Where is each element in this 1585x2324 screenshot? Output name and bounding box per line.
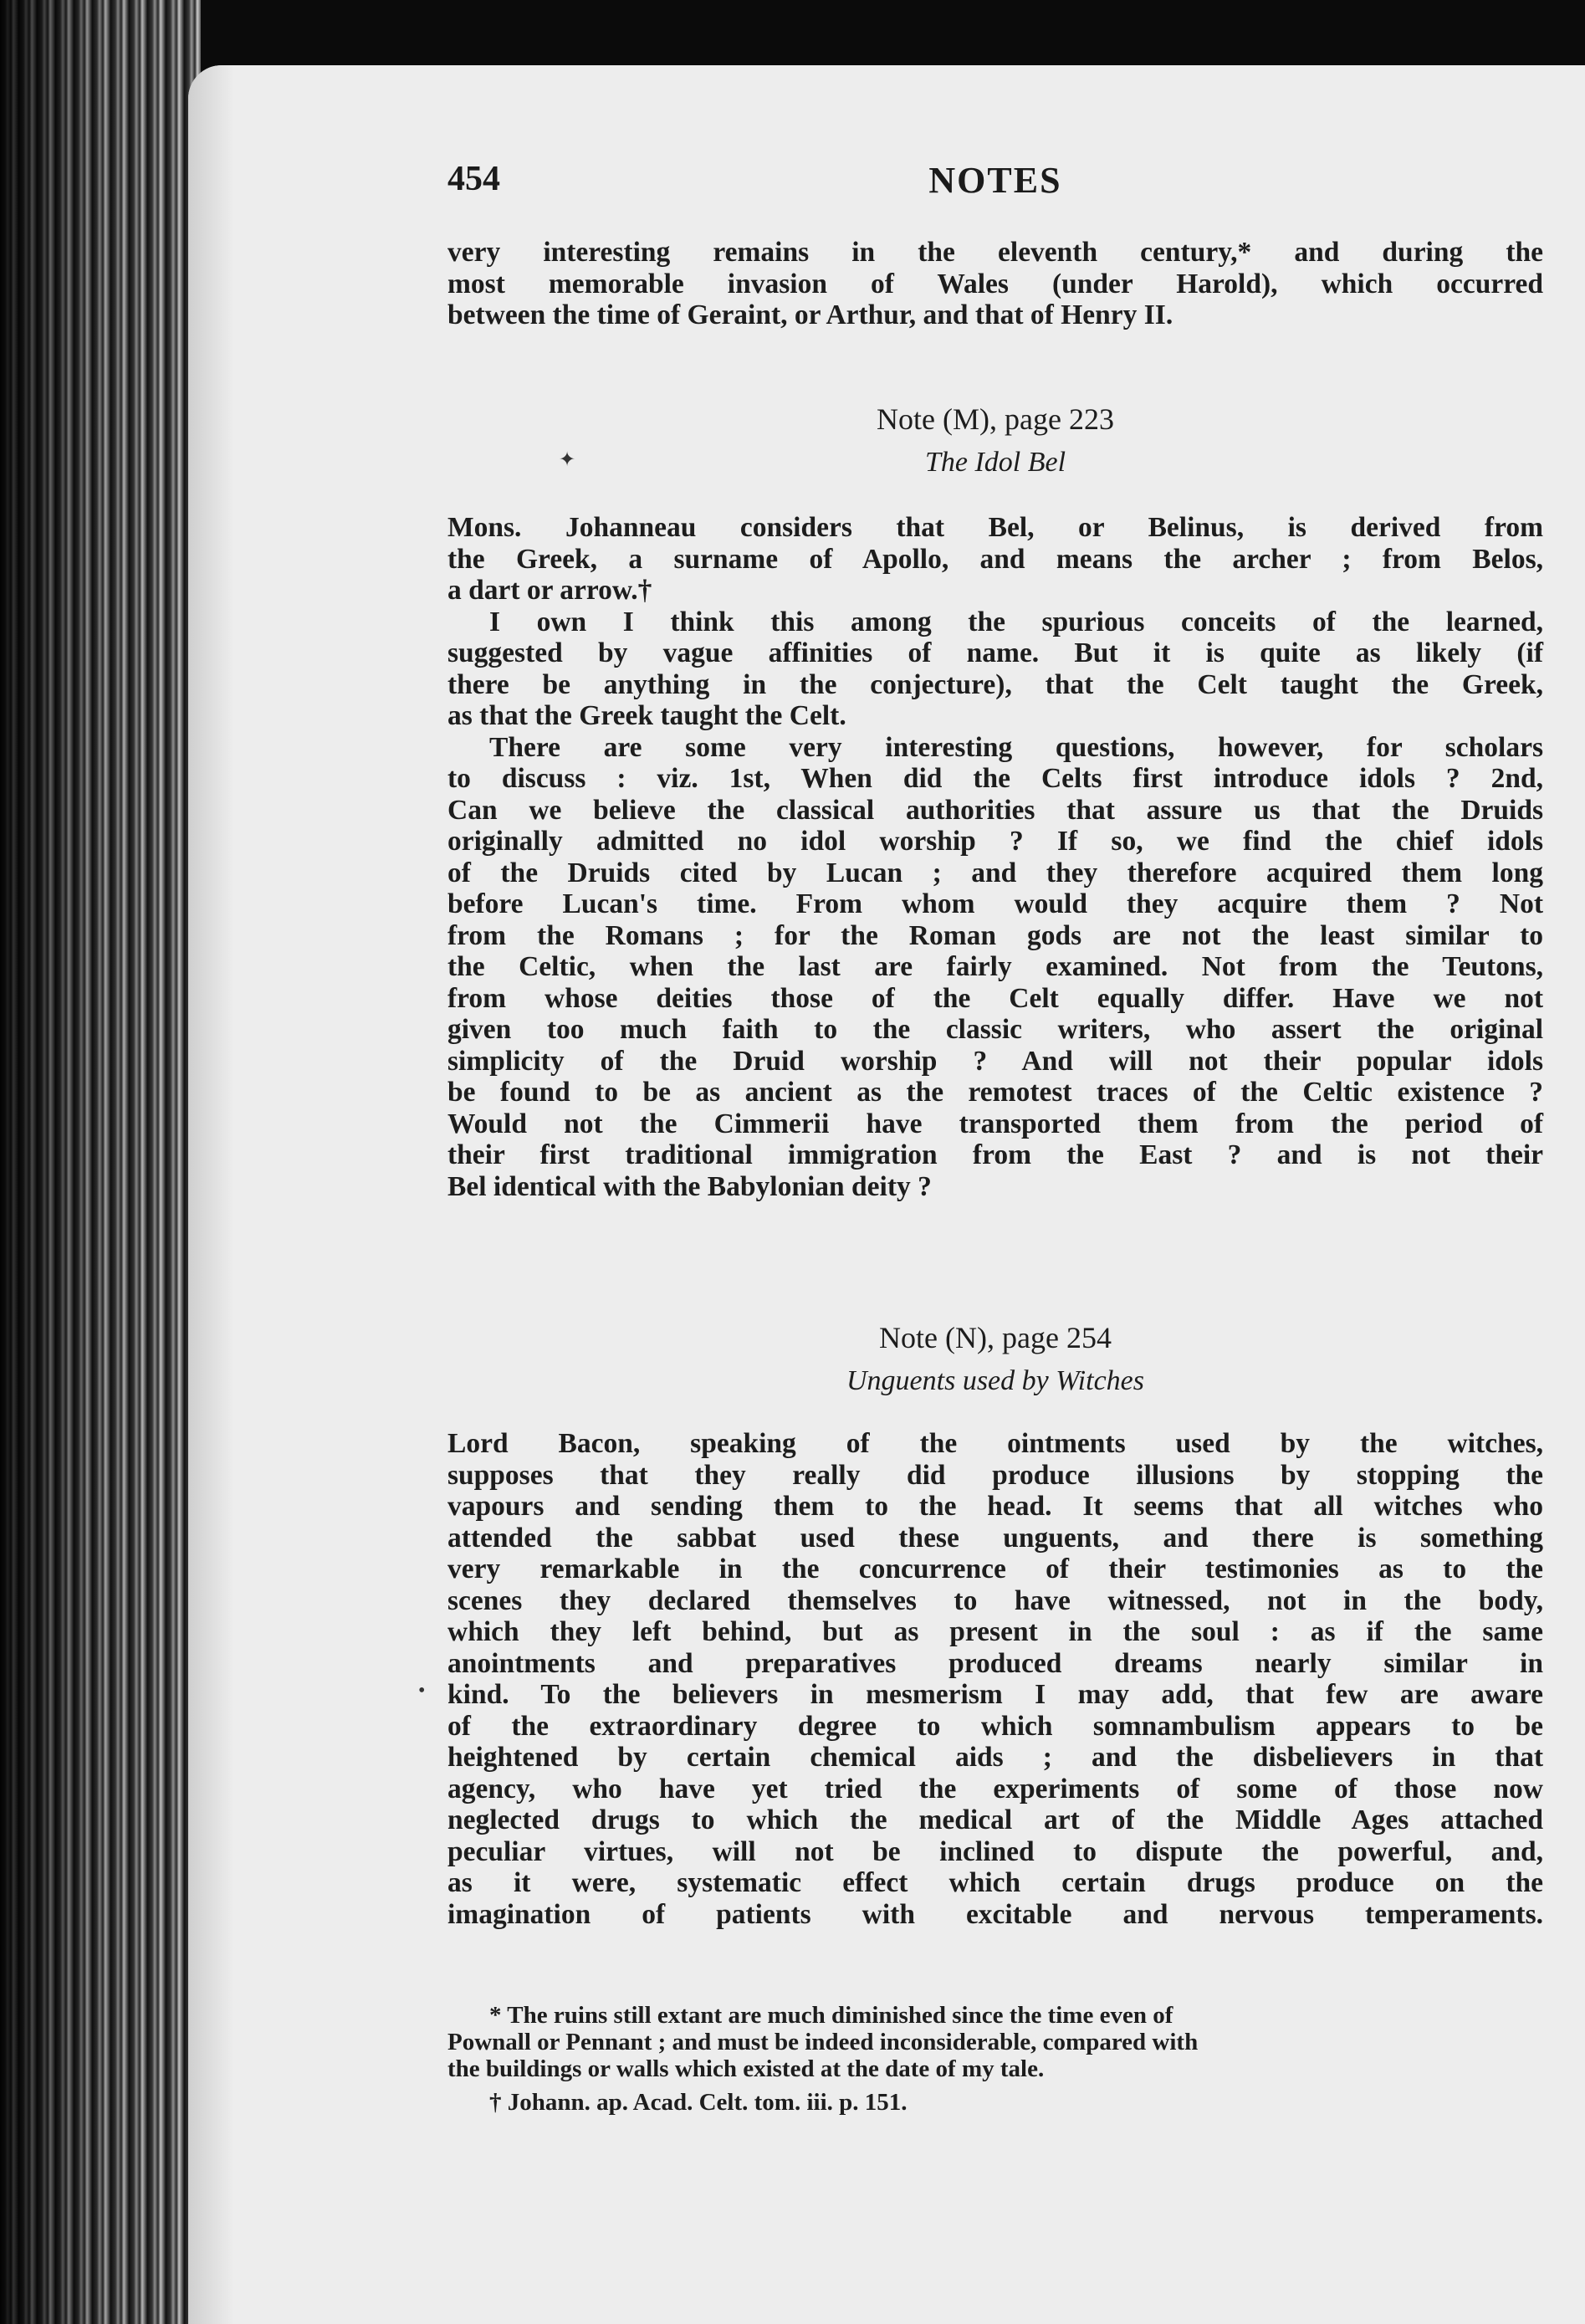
stray-mark: ✦: [559, 449, 576, 471]
text-line: Mons. Johanneau considers that Bel, or Belinus, is derived from: [447, 512, 1543, 543]
intro-paragraph: [447, 237, 1543, 331]
text-line: of the extraordinary degree to which somnambulism appears to be: [447, 1710, 1543, 1742]
text-line: which they left behind, but as present in the soul : as if the same: [447, 1616, 1543, 1647]
text-line: peculiar virtues, will not be inclined to dispute the powerful, and,: [447, 1835, 1543, 1867]
text-line: Bel identical with the Babylonian deity ?: [447, 1170, 932, 1202]
text-line: the Greek, a surname of Apollo, and means the archer ; from Belos,: [447, 543, 1543, 575]
text-line: very interesting remains in the eleventh century,* and during the: [447, 237, 1543, 268]
footnote-line: * The ruins still extant are much diminished since the time even of: [489, 2002, 1173, 2029]
text-line: neglected drugs to which the medical art of the Middle Ages attached: [447, 1804, 1543, 1835]
footnote-line: † Johann. ap. Acad. Celt. tom. iii. p. 151.: [489, 2089, 908, 2116]
note-m-subtitle: The Idol Bel: [924, 447, 1066, 478]
footnotes: [447, 2002, 1543, 2116]
text-line: imagination of patients with excitable and nervous temperaments.: [447, 1898, 1543, 1930]
text-line: anointments and preparatives produced dreams nearly similar in: [447, 1647, 1543, 1679]
text-line: from whose deities those of the Celt equally differ. Have we not: [447, 982, 1543, 1014]
text-line: of the Druids cited by Lucan ; and they therefore acquired them long: [447, 857, 1543, 888]
footnote-line: the buildings or walls which existed at the date of my tale.: [447, 2055, 1045, 2082]
book-spine: [0, 0, 201, 2324]
text-line: heightened by certain chemical aids ; and the disbelievers in that: [447, 1742, 1543, 1773]
stray-mark: •: [418, 1680, 426, 1702]
text-line: agency, who have yet tried the experiments of some of those now: [447, 1773, 1543, 1804]
text-line: before Lucan's time. From whom would they acquire them ? Not: [447, 888, 1543, 919]
note-m-heading: Note (M), page 223: [877, 402, 1114, 436]
text-line: as that the Greek taught the Celt.: [447, 700, 846, 731]
text-line: be found to be as ancient as the remotest traces of the Celtic existence ?: [447, 1077, 1543, 1108]
text-line: Lord Bacon, speaking of the ointments used by the witches,: [447, 1428, 1543, 1459]
note-m-heading-block: [447, 402, 1543, 479]
text-line: a dart or arrow.†: [447, 575, 652, 606]
page-number: 454: [447, 160, 500, 198]
text-line: most memorable invasion of Wales (under Harold), which occurred: [447, 268, 1543, 299]
text-line: from the Romans ; for the Roman gods are not the least similar to: [447, 919, 1543, 951]
text-line: Would not the Cimmerii have transported them from the period of: [447, 1108, 1543, 1139]
text-line: kind. To the believers in mesmerism I may add, that few are aware: [447, 1679, 1543, 1710]
text-line: vapours and sending them to the head. It seems that all witches who: [447, 1491, 1543, 1522]
text-line: as it were, systematic effect which certain drugs produce on the: [447, 1867, 1543, 1898]
page-header: [447, 159, 1543, 218]
note-n-heading-block: [447, 1320, 1543, 1397]
text-line: to discuss : viz. 1st, When did the Celts first introduce idols ? 2nd,: [447, 763, 1543, 794]
text-line: attended the sabbat used these unguents, and there is something: [447, 1522, 1543, 1554]
text-line: their first traditional immigration from the East ? and is not their: [447, 1139, 1543, 1170]
text-line: very remarkable in the concurrence of their testimonies as to the: [447, 1554, 1543, 1584]
text-line: between the time of Geraint, or Arthur, and that of Henry II.: [447, 299, 1173, 330]
text-line: I own I think this among the spurious conceits of the learned,: [489, 606, 1543, 637]
text-line: Can we believe the classical authorities that assure us that the Druids: [447, 794, 1543, 826]
text-line: supposes that they really did produce illusions by stopping the: [447, 1459, 1543, 1491]
text-line: the Celtic, when the last are fairly examined. Not from the Teutons,: [447, 951, 1543, 982]
note-m-body: [447, 512, 1543, 1202]
note-n-subtitle: Unguents used by Witches: [846, 1365, 1144, 1396]
text-line: suggested by vague affinities of name. But it is quite as likely (if: [447, 637, 1543, 668]
page-edge-shadow: [188, 65, 234, 2324]
footnote-line: Pownall or Pennant ; and must be indeed inconsiderable, compared with: [447, 2029, 1199, 2055]
text-line: scenes they declared themselves to have witnessed, not in the body,: [447, 1584, 1543, 1616]
text-line: there be anything in the conjecture), that the Celt taught the Greek,: [447, 668, 1543, 700]
text-line: simplicity of the Druid worship ? And will not their popular idols: [447, 1045, 1543, 1077]
text-line: There are some very interesting questions, however, for scholars: [489, 731, 1543, 763]
note-n-heading: Note (N), page 254: [879, 1321, 1112, 1354]
text-line: originally admitted no idol worship ? If so, we find the chief idols: [447, 826, 1543, 857]
text-line: given too much faith to the classic writers, who assert the original: [447, 1014, 1543, 1045]
running-head: NOTES: [928, 160, 1062, 201]
note-n-body: [447, 1428, 1543, 1930]
